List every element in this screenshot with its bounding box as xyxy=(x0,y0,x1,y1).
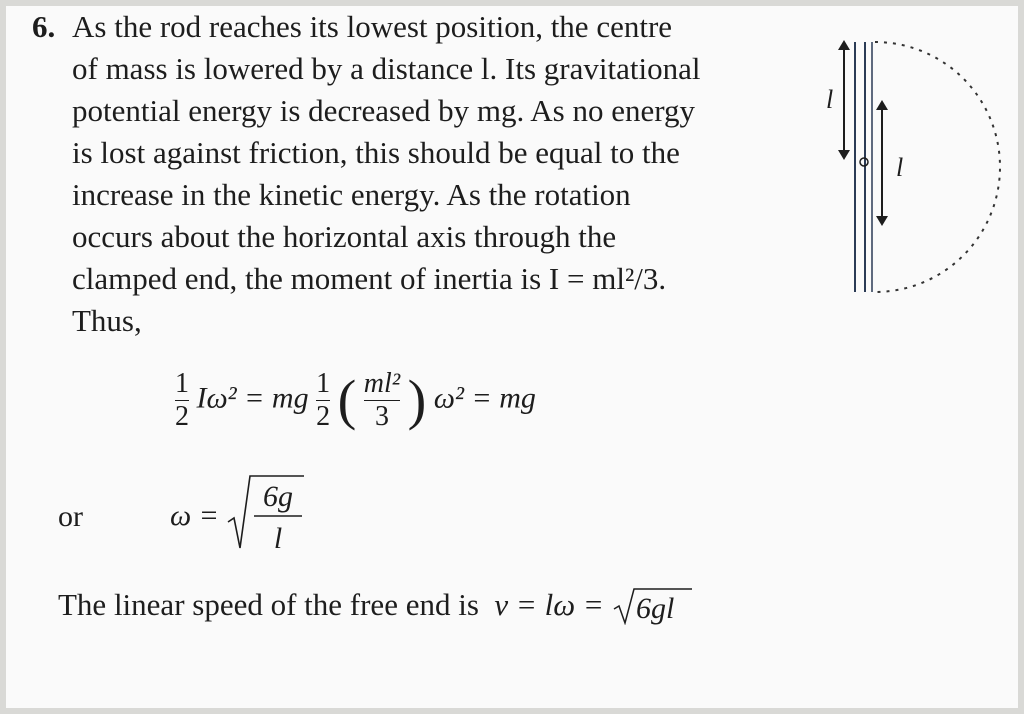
rod-rotation-diagram xyxy=(820,30,1010,300)
problem-number: 6. xyxy=(32,9,56,44)
numerator: ml² xyxy=(363,368,401,399)
radicand: 6gl xyxy=(635,592,674,625)
solution-paragraph xyxy=(72,6,772,342)
radicand-denominator: l xyxy=(274,522,283,555)
text-line: Thus, xyxy=(72,303,142,338)
final-statement xyxy=(58,585,694,625)
text-line: clamped end, the moment of inertia is I = ml²/3. xyxy=(72,261,667,296)
fraction-half xyxy=(175,370,189,431)
text-line: potential energy is decreased by mg. As no energy xyxy=(72,93,695,128)
equation-term: Iω² = mg xyxy=(196,381,309,415)
square-root xyxy=(226,472,306,564)
denominator: 2 xyxy=(316,401,331,432)
equation-term: ω² = mg xyxy=(433,381,536,415)
text-line: As the rod reaches its lowest position, the centre xyxy=(72,9,673,44)
omega-equation xyxy=(170,472,306,564)
left-paren: ( xyxy=(337,369,357,432)
radicand-numerator: 6g xyxy=(263,480,294,513)
radical-sign-icon xyxy=(612,585,694,625)
denominator: 3 xyxy=(374,401,389,432)
fraction-half xyxy=(316,370,330,431)
omega-lhs: ω = xyxy=(170,498,219,532)
final-text: The linear speed of the free end is xyxy=(58,587,479,622)
final-expression: v = lω = xyxy=(494,587,604,622)
text-line: is lost against friction, this should be equal to the xyxy=(72,135,680,170)
text-line: occurs about the horizontal axis through the xyxy=(72,219,617,254)
rotation-arc xyxy=(875,42,1000,292)
text-line: of mass is lowered by a distance l. Its gravitational xyxy=(72,51,701,86)
arrow-head-icon xyxy=(876,100,888,110)
arrow-head-icon xyxy=(876,216,888,226)
radical-sign-icon xyxy=(226,472,306,556)
or-label: or xyxy=(58,500,83,533)
right-paren: ) xyxy=(407,369,427,432)
arrow-head-icon xyxy=(838,150,850,160)
numerator: 1 xyxy=(316,368,331,399)
arrow-head-icon xyxy=(838,40,850,50)
numerator: 1 xyxy=(175,368,189,399)
energy-equation xyxy=(175,370,536,431)
label-l-right: l xyxy=(896,153,904,182)
label-l-left: l xyxy=(826,85,834,114)
text-line: increase in the kinetic energy. As the rotation xyxy=(72,177,631,212)
denominator: 2 xyxy=(175,401,189,432)
fraction-ml2-over-3 xyxy=(364,370,400,431)
